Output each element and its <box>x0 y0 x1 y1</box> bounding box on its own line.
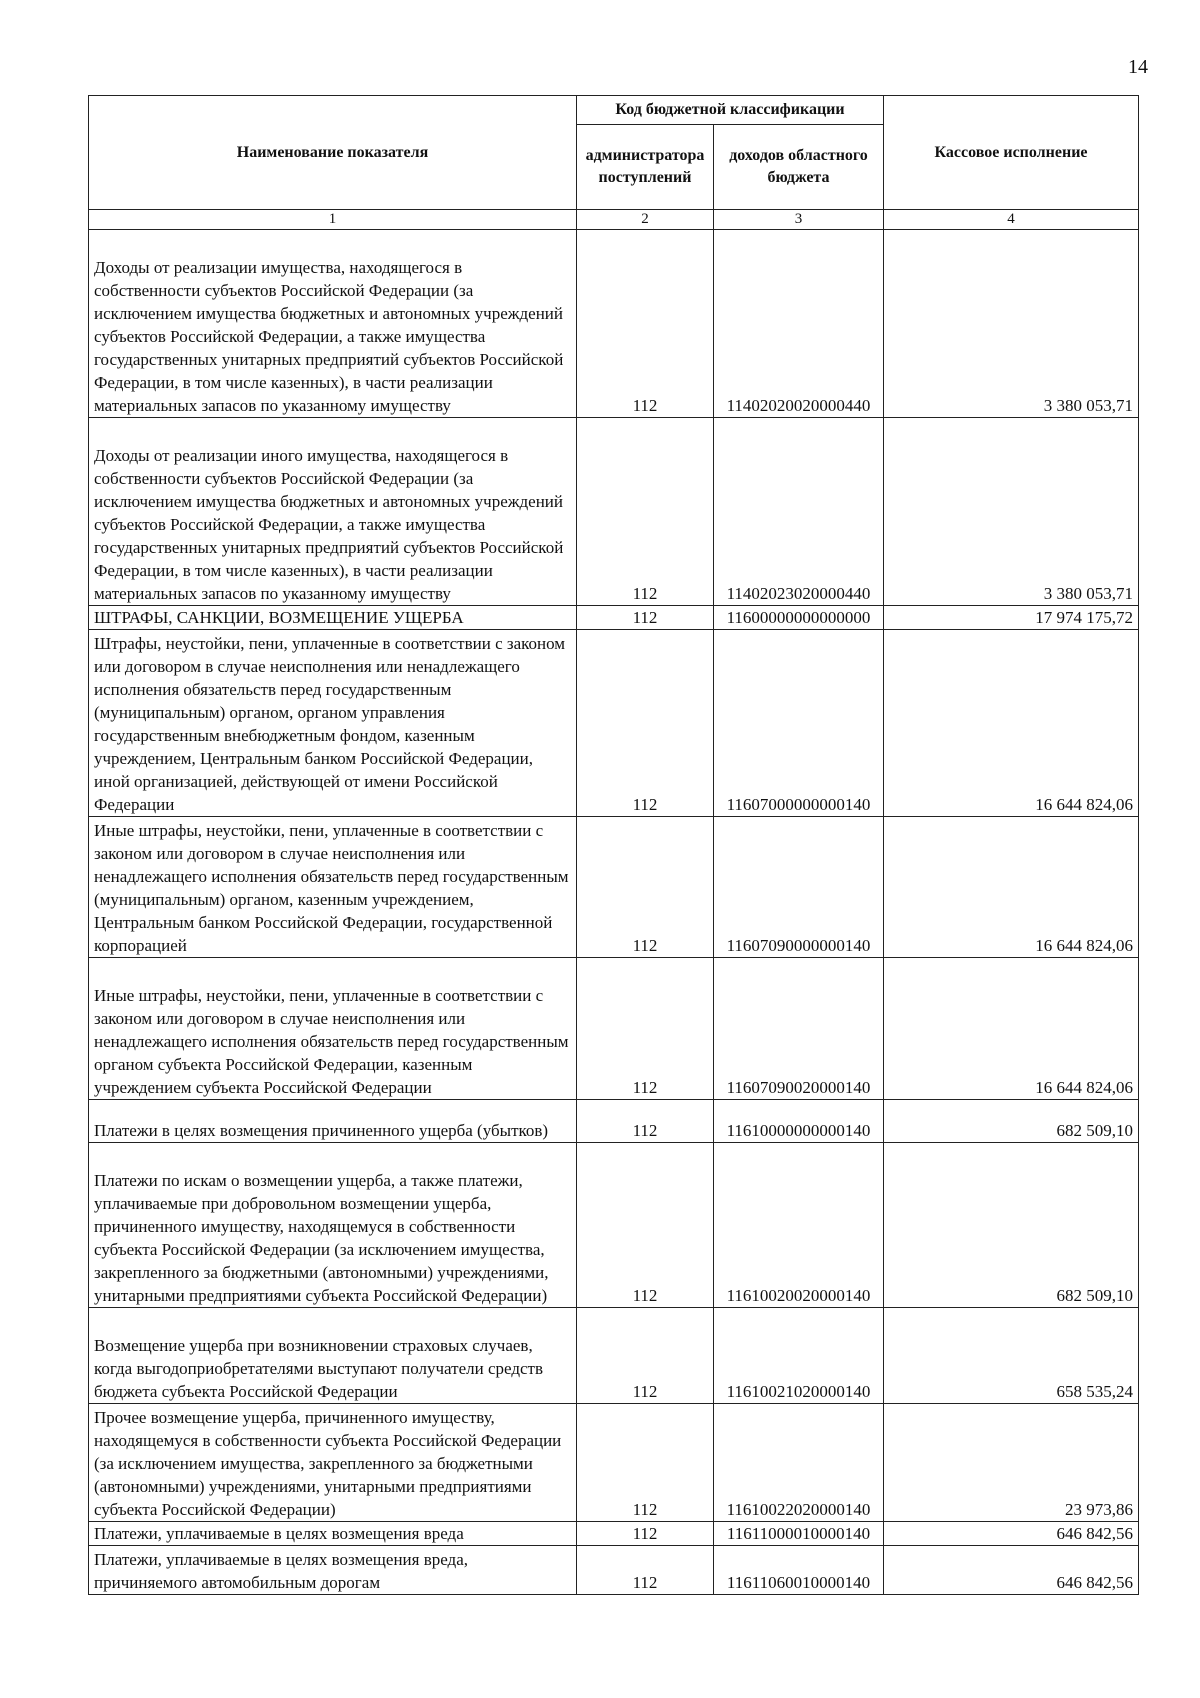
cash-execution-cell: 16 644 824,06 <box>884 630 1139 817</box>
table-row <box>89 1404 1139 1522</box>
admin-code-cell: 112 <box>577 418 714 606</box>
header-budget-classification-code: Код бюджетной классификации <box>577 96 884 125</box>
admin-code-cell: 112 <box>577 1404 714 1522</box>
indicator-name-cell: Штрафы, неустойки, пени, уплаченные в соответствии с законом или договором в случае неисполнения или ненадлежащего исполнения обязательств перед государственным (муниципальным) органом, органом управления государственным внебюджетным фондом, казенным учреждением, Центральным банком Российской Федерации, иной организацией, действующей от имени Российской Федерации <box>89 630 577 817</box>
admin-code-cell: 112 <box>577 606 714 630</box>
budget-report-table <box>88 95 1139 1595</box>
table-row <box>89 1546 1139 1595</box>
income-code-cell: 11607000000000140 <box>714 630 884 817</box>
income-code-cell: 11610021020000140 <box>714 1308 884 1404</box>
cash-execution-cell: 23 973,86 <box>884 1404 1139 1522</box>
income-code-cell: 11610000000000140 <box>714 1100 884 1143</box>
cash-execution-cell: 682 509,10 <box>884 1100 1139 1143</box>
income-code-cell: 11607090020000140 <box>714 958 884 1100</box>
column-number: 4 <box>884 210 1139 230</box>
table-row <box>89 1100 1139 1143</box>
income-code-cell: 11610020020000140 <box>714 1143 884 1308</box>
column-number: 3 <box>714 210 884 230</box>
table-row <box>89 630 1139 817</box>
cash-execution-cell: 646 842,56 <box>884 1546 1139 1595</box>
indicator-name-cell: Иные штрафы, неустойки, пени, уплаченные в соответствии с законом или договором в случае неисполнения или ненадлежащего исполнения обязательств перед государственным (муниципальным) органом, казенным учреждением, Центральным банком Российской Федерации, государственной корпорацией <box>89 817 577 958</box>
cash-execution-cell: 646 842,56 <box>884 1522 1139 1546</box>
table-header <box>89 96 1139 230</box>
cash-execution-cell: 16 644 824,06 <box>884 817 1139 958</box>
income-code-cell: 11402020020000440 <box>714 230 884 418</box>
indicator-name-cell: Доходы от реализации имущества, находящегося в собственности субъектов Российской Федерации (за исключением имущества бюджетных и автономных учреждений субъектов Российской Федерации, а также имущества государственных унитарных предприятий субъектов Российской Федерации, в том числе казенных), в части реализации материальных запасов по указанному имуществу <box>89 230 577 418</box>
indicator-name-cell: Возмещение ущерба при возникновении страховых случаев, когда выгодоприобретателями выступают получатели средств бюджета субъекта Российской Федерации <box>89 1308 577 1404</box>
cash-execution-cell: 3 380 053,71 <box>884 230 1139 418</box>
admin-code-cell: 112 <box>577 958 714 1100</box>
admin-code-cell: 112 <box>577 1143 714 1308</box>
admin-code-cell: 112 <box>577 1546 714 1595</box>
admin-code-cell: 112 <box>577 1100 714 1143</box>
admin-code-cell: 112 <box>577 817 714 958</box>
admin-code-cell: 112 <box>577 630 714 817</box>
header-regional-budget-revenue: доходов областного бюджета <box>714 125 884 210</box>
header-revenue-administrator: администратора поступлений <box>577 125 714 210</box>
income-code-cell: 11610022020000140 <box>714 1404 884 1522</box>
indicator-name-cell: ШТРАФЫ, САНКЦИИ, ВОЗМЕЩЕНИЕ УЩЕРБА <box>89 606 577 630</box>
indicator-name-cell: Платежи, уплачиваемые в целях возмещения вреда <box>89 1522 577 1546</box>
admin-code-cell: 112 <box>577 1522 714 1546</box>
column-number: 1 <box>89 210 577 230</box>
header-indicator-name: Наименование показателя <box>89 96 577 210</box>
column-numbers-row <box>89 210 1139 230</box>
table-body <box>89 230 1139 1595</box>
indicator-name-cell: Платежи, уплачиваемые в целях возмещения вреда, причиняемого автомобильным дорогам <box>89 1546 577 1595</box>
indicator-name-cell: Платежи в целях возмещения причиненного ущерба (убытков) <box>89 1100 577 1143</box>
income-code-cell: 11607090000000140 <box>714 817 884 958</box>
table-row <box>89 1308 1139 1404</box>
indicator-name-cell: Платежи по искам о возмещении ущерба, а также платежи, уплачиваемые при добровольном возмещении ущерба, причиненного имуществу, находящемуся в собственности субъекта Российской Федерации (за исключением имущества, закрепленного за бюджетными (автономными) учреждениями, унитарными предприятиями субъекта Российской Федерации) <box>89 1143 577 1308</box>
table-row <box>89 606 1139 630</box>
cash-execution-cell: 3 380 053,71 <box>884 418 1139 606</box>
income-code-cell: 11611000010000140 <box>714 1522 884 1546</box>
table-row <box>89 817 1139 958</box>
indicator-name-cell: Прочее возмещение ущерба, причиненного имуществу, находящемуся в собственности субъекта Российской Федерации (за исключением имущества, закрепленного за бюджетными (автономными) учреждениями, унитарными предприятиями субъекта Российской Федерации) <box>89 1404 577 1522</box>
table-row <box>89 1522 1139 1546</box>
header-cash-execution: Кассовое исполнение <box>884 96 1139 210</box>
table-row <box>89 230 1139 418</box>
table-row <box>89 418 1139 606</box>
table-row <box>89 1143 1139 1308</box>
indicator-name-cell: Иные штрафы, неустойки, пени, уплаченные в соответствии с законом или договором в случае неисполнения или ненадлежащего исполнения обязательств перед государственным органом субъекта Российской Федерации, казенным учреждением субъекта Российской Федерации <box>89 958 577 1100</box>
admin-code-cell: 112 <box>577 1308 714 1404</box>
page-number: 14 <box>1128 56 1148 78</box>
table-row <box>89 958 1139 1100</box>
income-code-cell: 11611060010000140 <box>714 1546 884 1595</box>
admin-code-cell: 112 <box>577 230 714 418</box>
income-code-cell: 11600000000000000 <box>714 606 884 630</box>
cash-execution-cell: 682 509,10 <box>884 1143 1139 1308</box>
cash-execution-cell: 17 974 175,72 <box>884 606 1139 630</box>
cash-execution-cell: 658 535,24 <box>884 1308 1139 1404</box>
indicator-name-cell: Доходы от реализации иного имущества, находящегося в собственности субъектов Российской Федерации (за исключением имущества бюджетных и автономных учреждений субъектов Российской Федерации, а также имущества государственных унитарных предприятий субъектов Российской Федерации, в том числе казенных), в части реализации материальных запасов по указанному имуществу <box>89 418 577 606</box>
cash-execution-cell: 16 644 824,06 <box>884 958 1139 1100</box>
income-code-cell: 11402023020000440 <box>714 418 884 606</box>
column-number: 2 <box>577 210 714 230</box>
